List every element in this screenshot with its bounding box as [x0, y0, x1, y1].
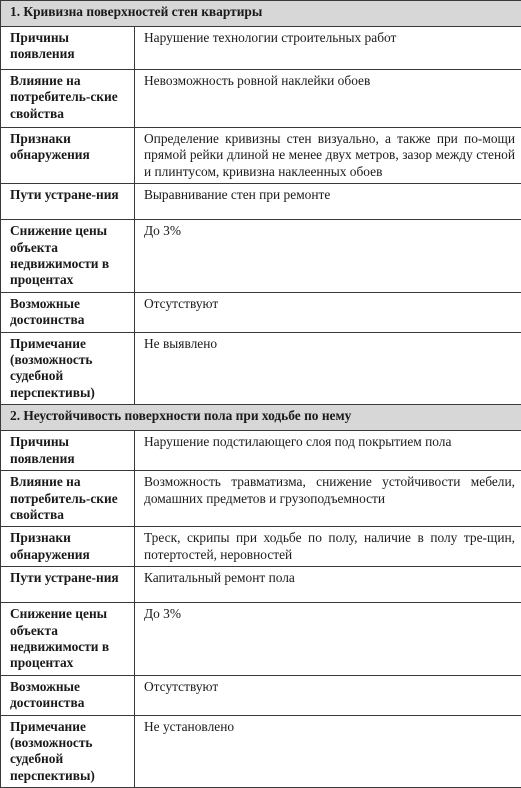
table-row — [1, 27, 521, 70]
row-label: Возможные достоинства — [1, 292, 135, 332]
table-row — [1, 332, 521, 405]
table-row — [1, 471, 521, 527]
row-value: До 3% — [135, 603, 521, 676]
table-row — [1, 184, 521, 220]
row-value: Нарушение технологии строительных работ — [135, 27, 521, 70]
row-label: Примечание (возможность судебной перспективы) — [1, 332, 135, 405]
table-row — [1, 675, 521, 715]
table-row — [1, 220, 521, 293]
section-title: 1. Кривизна поверхностей стен квартиры — [1, 1, 521, 27]
row-label: Влияние на потребитель-ские свойства — [1, 70, 135, 128]
row-value: Не выявлено — [135, 332, 521, 405]
section-header-row — [1, 405, 521, 431]
row-label: Снижение цены объекта недвижимости в процентах — [1, 220, 135, 293]
row-label: Примечание (возможность судебной перспективы) — [1, 715, 135, 788]
table-row — [1, 292, 521, 332]
row-value: Капитальный ремонт пола — [135, 567, 521, 603]
row-label: Снижение цены объекта недвижимости в процентах — [1, 603, 135, 676]
row-label: Признаки обнаружения — [1, 527, 135, 567]
row-value: Невозможность ровной наклейки обоев — [135, 70, 521, 128]
row-value: Отсутствуют — [135, 292, 521, 332]
row-label: Причины появления — [1, 431, 135, 471]
row-value: Треск, скрипы при ходьбе по полу, наличие в полу тре-щин, потертостей, неровностей — [135, 527, 521, 567]
row-label: Причины появления — [1, 27, 135, 70]
row-value: Нарушение подстилающего слоя под покрытием пола — [135, 431, 521, 471]
row-value: До 3% — [135, 220, 521, 293]
row-label: Пути устране-ния — [1, 184, 135, 220]
row-value: Определение кривизны стен визуально, а также при по-мощи прямой рейки длиной не менее двух метров, зазор между стеной и плинтусом, кривизна наклеенных обоев — [135, 128, 521, 184]
row-value: Возможность травматизма, снижение устойчивости мебели, домашних предметов и грузоподъемности — [135, 471, 521, 527]
table-row — [1, 128, 521, 184]
row-label: Влияние на потребитель-ские свойства — [1, 471, 135, 527]
table-row — [1, 431, 521, 471]
section-title: 2. Неустойчивость поверхности пола при ходьбе по нему — [1, 405, 521, 431]
table-row — [1, 527, 521, 567]
row-value: Не установлено — [135, 715, 521, 788]
section-header-row — [1, 1, 521, 27]
row-value: Выравнивание стен при ремонте — [135, 184, 521, 220]
row-value: Отсутствуют — [135, 675, 521, 715]
table-row — [1, 70, 521, 128]
row-label: Пути устране-ния — [1, 567, 135, 603]
row-label: Возможные достоинства — [1, 675, 135, 715]
row-label: Признаки обнаружения — [1, 128, 135, 184]
table-row — [1, 603, 521, 676]
table-row — [1, 715, 521, 788]
table-row — [1, 567, 521, 603]
